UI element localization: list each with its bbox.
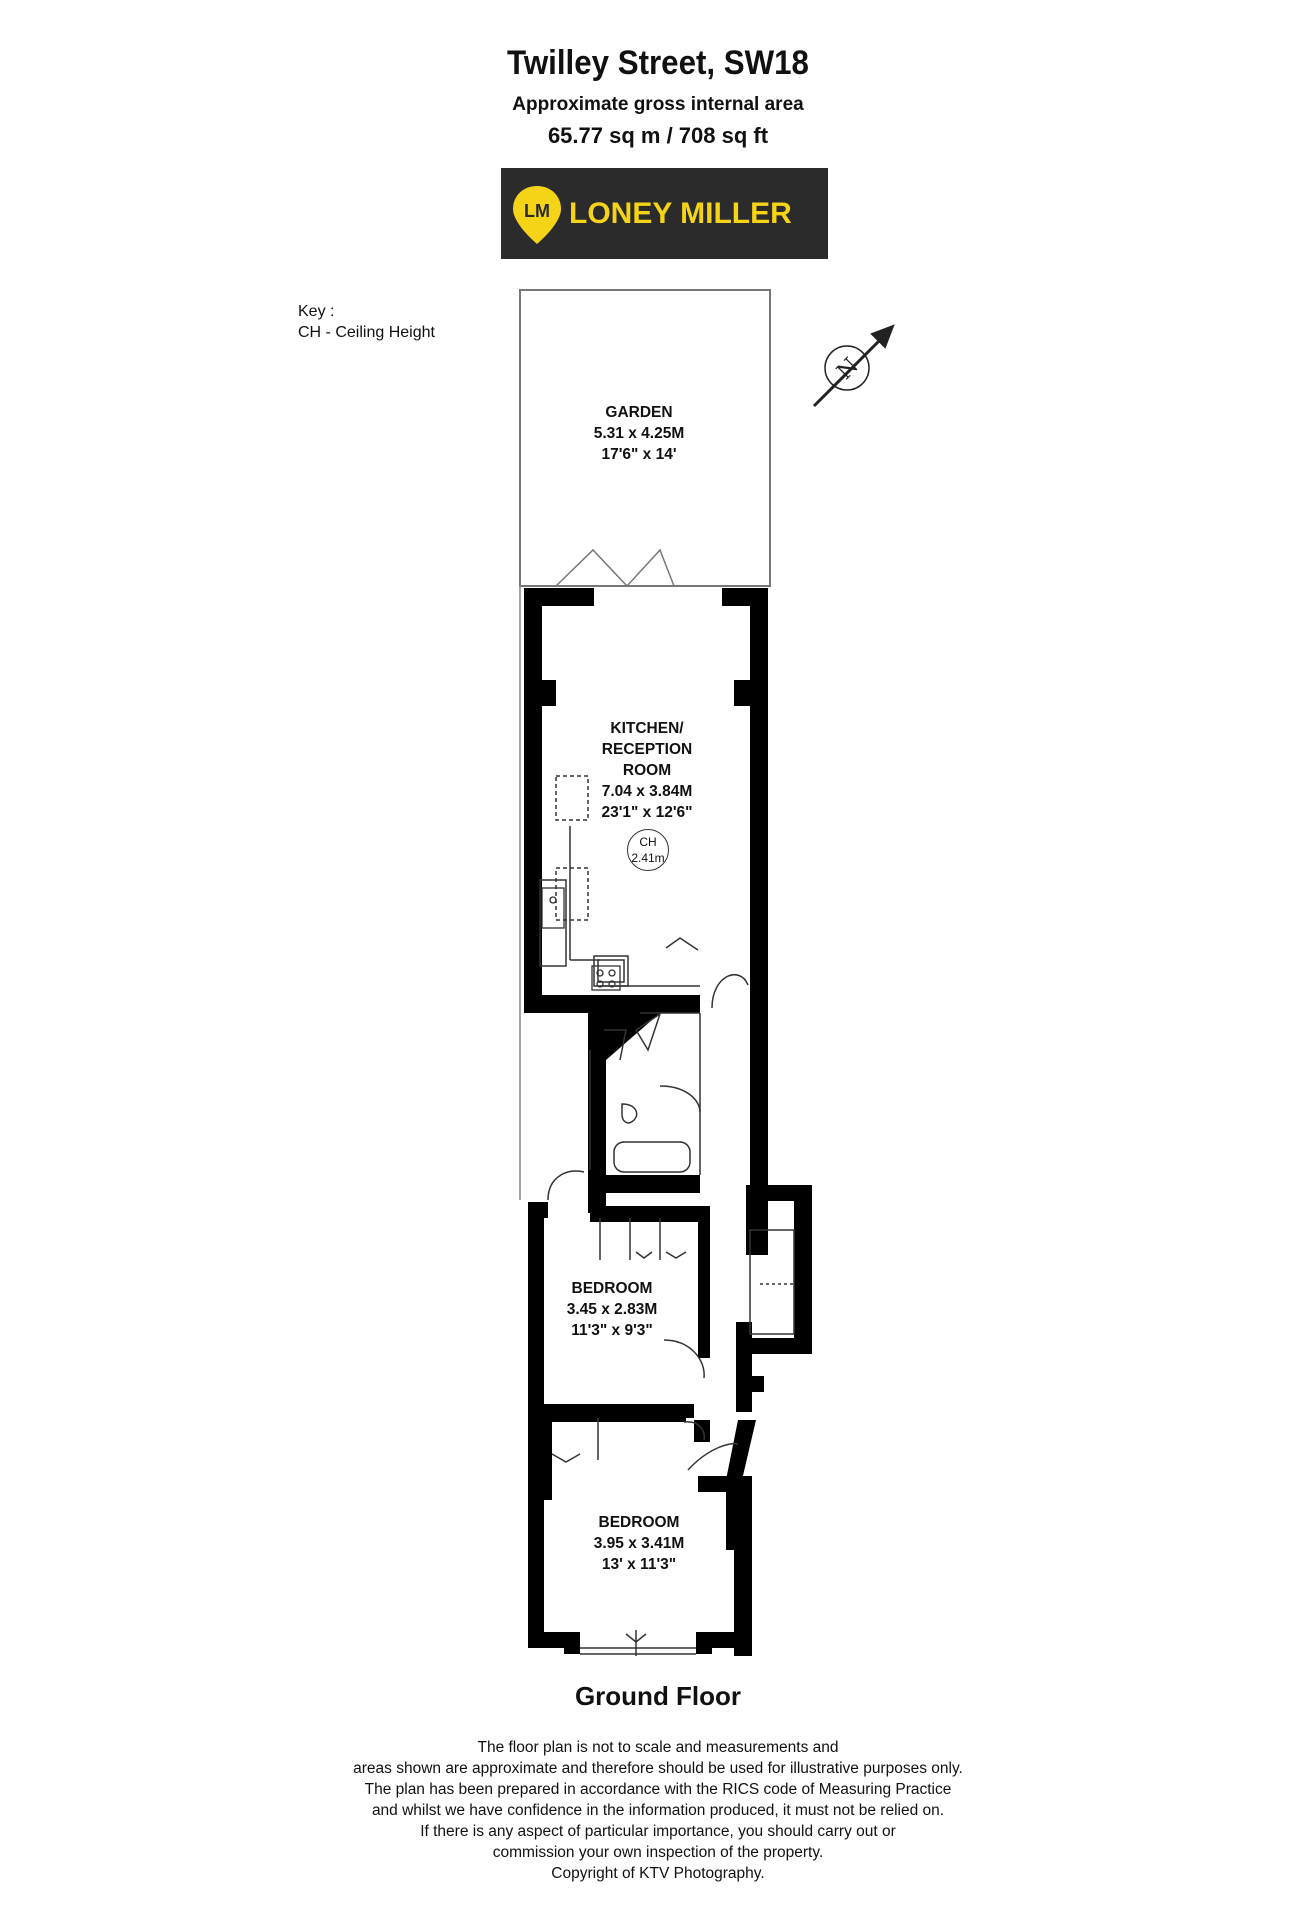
room-size-imperial: 13' x 11'3" <box>601 1556 677 1573</box>
compass-letter: N <box>832 353 864 385</box>
disclaimer-line: The plan has been prepared in accordance with the RICS code of Measuring Practice <box>364 1781 952 1798</box>
sink-icon <box>542 888 564 928</box>
area-caption: Approximate gross internal area <box>512 94 804 115</box>
disclaimer-line: The floor plan is not to scale and measurements and <box>477 1739 839 1756</box>
room-name: GARDEN <box>605 404 673 421</box>
room-name: BEDROOM <box>571 1280 653 1297</box>
disclaimer-line: and whilst we have confidence in the information produced, it must not be relied on. <box>371 1802 945 1819</box>
key-entry: CH - Ceiling Height <box>298 324 435 341</box>
compass-icon <box>814 326 893 406</box>
disclaimer-line: Copyright of KTV Photography. <box>551 1865 765 1882</box>
logo-wordmark: LONEY MILLER <box>569 197 792 230</box>
ceiling-height-value: 2.41m <box>631 851 665 865</box>
disclaimer <box>0 1737 1316 1884</box>
room-name-line-2: RECEPTION <box>601 741 693 758</box>
room-name-line-3: ROOM <box>622 762 672 779</box>
room-size-metric: 3.95 x 3.41M <box>593 1535 685 1552</box>
key-heading: Key : <box>298 303 335 320</box>
room-kitchen-reception <box>601 718 692 823</box>
plan-title: Twilley Street, SW18 <box>507 44 809 82</box>
room-size-metric: 7.04 x 3.84M <box>601 783 693 800</box>
ceiling-height-label: CH <box>639 835 657 849</box>
logo-initials: LM <box>524 201 550 221</box>
room-garden <box>594 402 684 465</box>
disclaimer-line: commission your own inspection of the property. <box>492 1844 824 1861</box>
floor-label: Ground Floor <box>574 1681 742 1711</box>
room-size-imperial: 23'1" x 12'6" <box>601 804 693 821</box>
room-bedroom-1 <box>567 1278 657 1341</box>
disclaimer-line: areas shown are approximate and therefore should be used for illustrative purposes only. <box>353 1760 963 1777</box>
room-name: BEDROOM <box>598 1514 680 1531</box>
area-value: 65.77 sq m / 708 sq ft <box>547 123 769 148</box>
ceiling-height-badge <box>627 829 669 871</box>
room-name-line-1: KITCHEN/ <box>610 720 684 737</box>
garden-doors <box>556 550 674 586</box>
room-size-imperial: 17'6" x 14' <box>601 446 677 463</box>
room-size-imperial: 11'3" x 9'3" <box>571 1322 653 1339</box>
room-size-metric: 3.45 x 2.83M <box>566 1301 658 1318</box>
room-size-metric: 5.31 x 4.25M <box>593 425 685 442</box>
disclaimer-line: If there is any aspect of particular importance, you should carry out or <box>420 1823 896 1840</box>
room-bedroom-2 <box>594 1512 684 1575</box>
